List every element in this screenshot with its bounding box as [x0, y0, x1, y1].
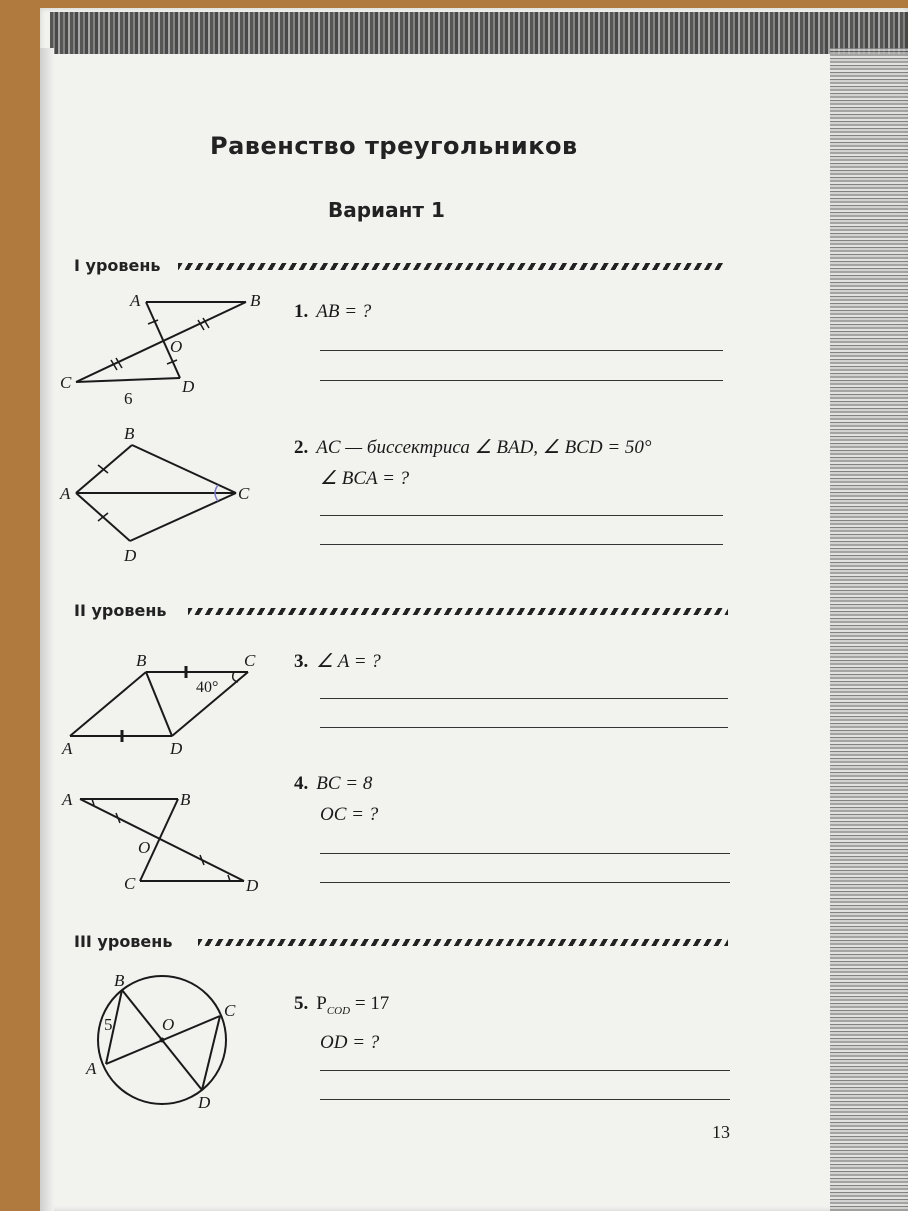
- task-2: [294, 432, 652, 494]
- figure-1-label-b: B: [250, 291, 261, 310]
- figure-4-label-a: A: [62, 790, 73, 809]
- figure-2-label-c: C: [238, 484, 250, 503]
- answer-line-2a[interactable]: [320, 515, 723, 516]
- figure-3-label-c: C: [244, 651, 256, 670]
- task-1: [294, 296, 371, 327]
- answer-line-5b[interactable]: [320, 1099, 730, 1100]
- answer-line-3a[interactable]: [320, 698, 728, 699]
- task-5: [294, 988, 389, 1058]
- figure-4-label-d: D: [246, 876, 259, 895]
- figure-3: [58, 648, 278, 758]
- task-2-line-1: AC — биссектриса ∠ BAD, ∠ BCD = 50°: [316, 437, 652, 458]
- answer-line-1b[interactable]: [320, 380, 723, 381]
- level-2-heading: II уровень: [74, 601, 167, 620]
- task-4-number: 4.: [294, 773, 309, 794]
- scan-artifact-left: [40, 48, 54, 1211]
- page-number: 13: [712, 1122, 730, 1142]
- figure-5-length-ab: 5: [104, 1015, 113, 1034]
- figure-1: [58, 290, 268, 410]
- figure-1-label-o: O: [170, 337, 183, 356]
- scan-artifact-right: [830, 48, 908, 1211]
- level-3-heading: III уровень: [74, 932, 173, 951]
- figure-4: [58, 785, 278, 900]
- task-5-perimeter-symbol: P: [316, 993, 327, 1014]
- level-3-rule: [198, 939, 728, 946]
- figure-1-label-c: C: [60, 373, 72, 392]
- task-5-perimeter-subscript: COD: [326, 1004, 351, 1017]
- answer-line-4a[interactable]: [320, 853, 730, 854]
- figure-5: [80, 972, 260, 1112]
- figure-2-label-b: B: [124, 424, 135, 443]
- figure-5-label-a: A: [86, 1059, 97, 1078]
- figure-3-angle-label: 40°: [196, 679, 219, 696]
- figure-1-label-a: A: [130, 291, 141, 310]
- figure-5-label-b: B: [114, 971, 125, 990]
- task-4: [294, 768, 378, 830]
- task-5-number: 5.: [294, 993, 309, 1014]
- answer-line-3b[interactable]: [320, 727, 728, 728]
- figure-2-label-d: D: [124, 546, 137, 565]
- variant-heading: Вариант 1: [328, 198, 445, 222]
- level-1-heading: I уровень: [74, 256, 161, 275]
- figure-5-label-c: C: [224, 1001, 236, 1020]
- figure-3-label-b: B: [136, 651, 147, 670]
- task-3-number: 3.: [294, 651, 309, 672]
- figure-1-length-cd: 6: [124, 389, 133, 408]
- figure-5-label-d: D: [198, 1093, 211, 1112]
- figure-4-label-b: B: [180, 790, 191, 809]
- figure-2: [58, 425, 268, 565]
- answer-line-1a[interactable]: [320, 350, 723, 351]
- figure-3-label-a: A: [62, 739, 73, 758]
- figure-3-label-d: D: [170, 739, 183, 758]
- task-4-line-1: BC = 8: [316, 773, 373, 794]
- task-3: [294, 646, 381, 677]
- task-1-number: 1.: [294, 301, 309, 322]
- level-2-rule: [188, 608, 728, 615]
- page-title: Равенство треугольников: [210, 132, 578, 160]
- figure-5-label-o: O: [162, 1015, 175, 1034]
- level-1-rule: [178, 263, 723, 270]
- task-4-line-2: OC = ?: [320, 804, 379, 825]
- scan-artifact-top: [50, 12, 908, 54]
- task-1-text: AB = ?: [316, 301, 372, 322]
- figure-2-label-a: A: [60, 484, 71, 503]
- answer-line-2b[interactable]: [320, 544, 723, 545]
- task-5-line-2: OD = ?: [320, 1031, 380, 1053]
- answer-line-5a[interactable]: [320, 1070, 730, 1071]
- task-3-text: ∠ A = ?: [316, 651, 381, 672]
- figure-4-label-o: O: [138, 838, 151, 857]
- task-2-line-2: ∠ BCA = ?: [320, 468, 410, 489]
- figure-1-label-d: D: [182, 377, 195, 396]
- task-2-number: 2.: [294, 437, 309, 458]
- task-5-perimeter-value: = 17: [350, 993, 390, 1014]
- figure-4-label-c: C: [124, 874, 136, 893]
- answer-line-4b[interactable]: [320, 882, 730, 883]
